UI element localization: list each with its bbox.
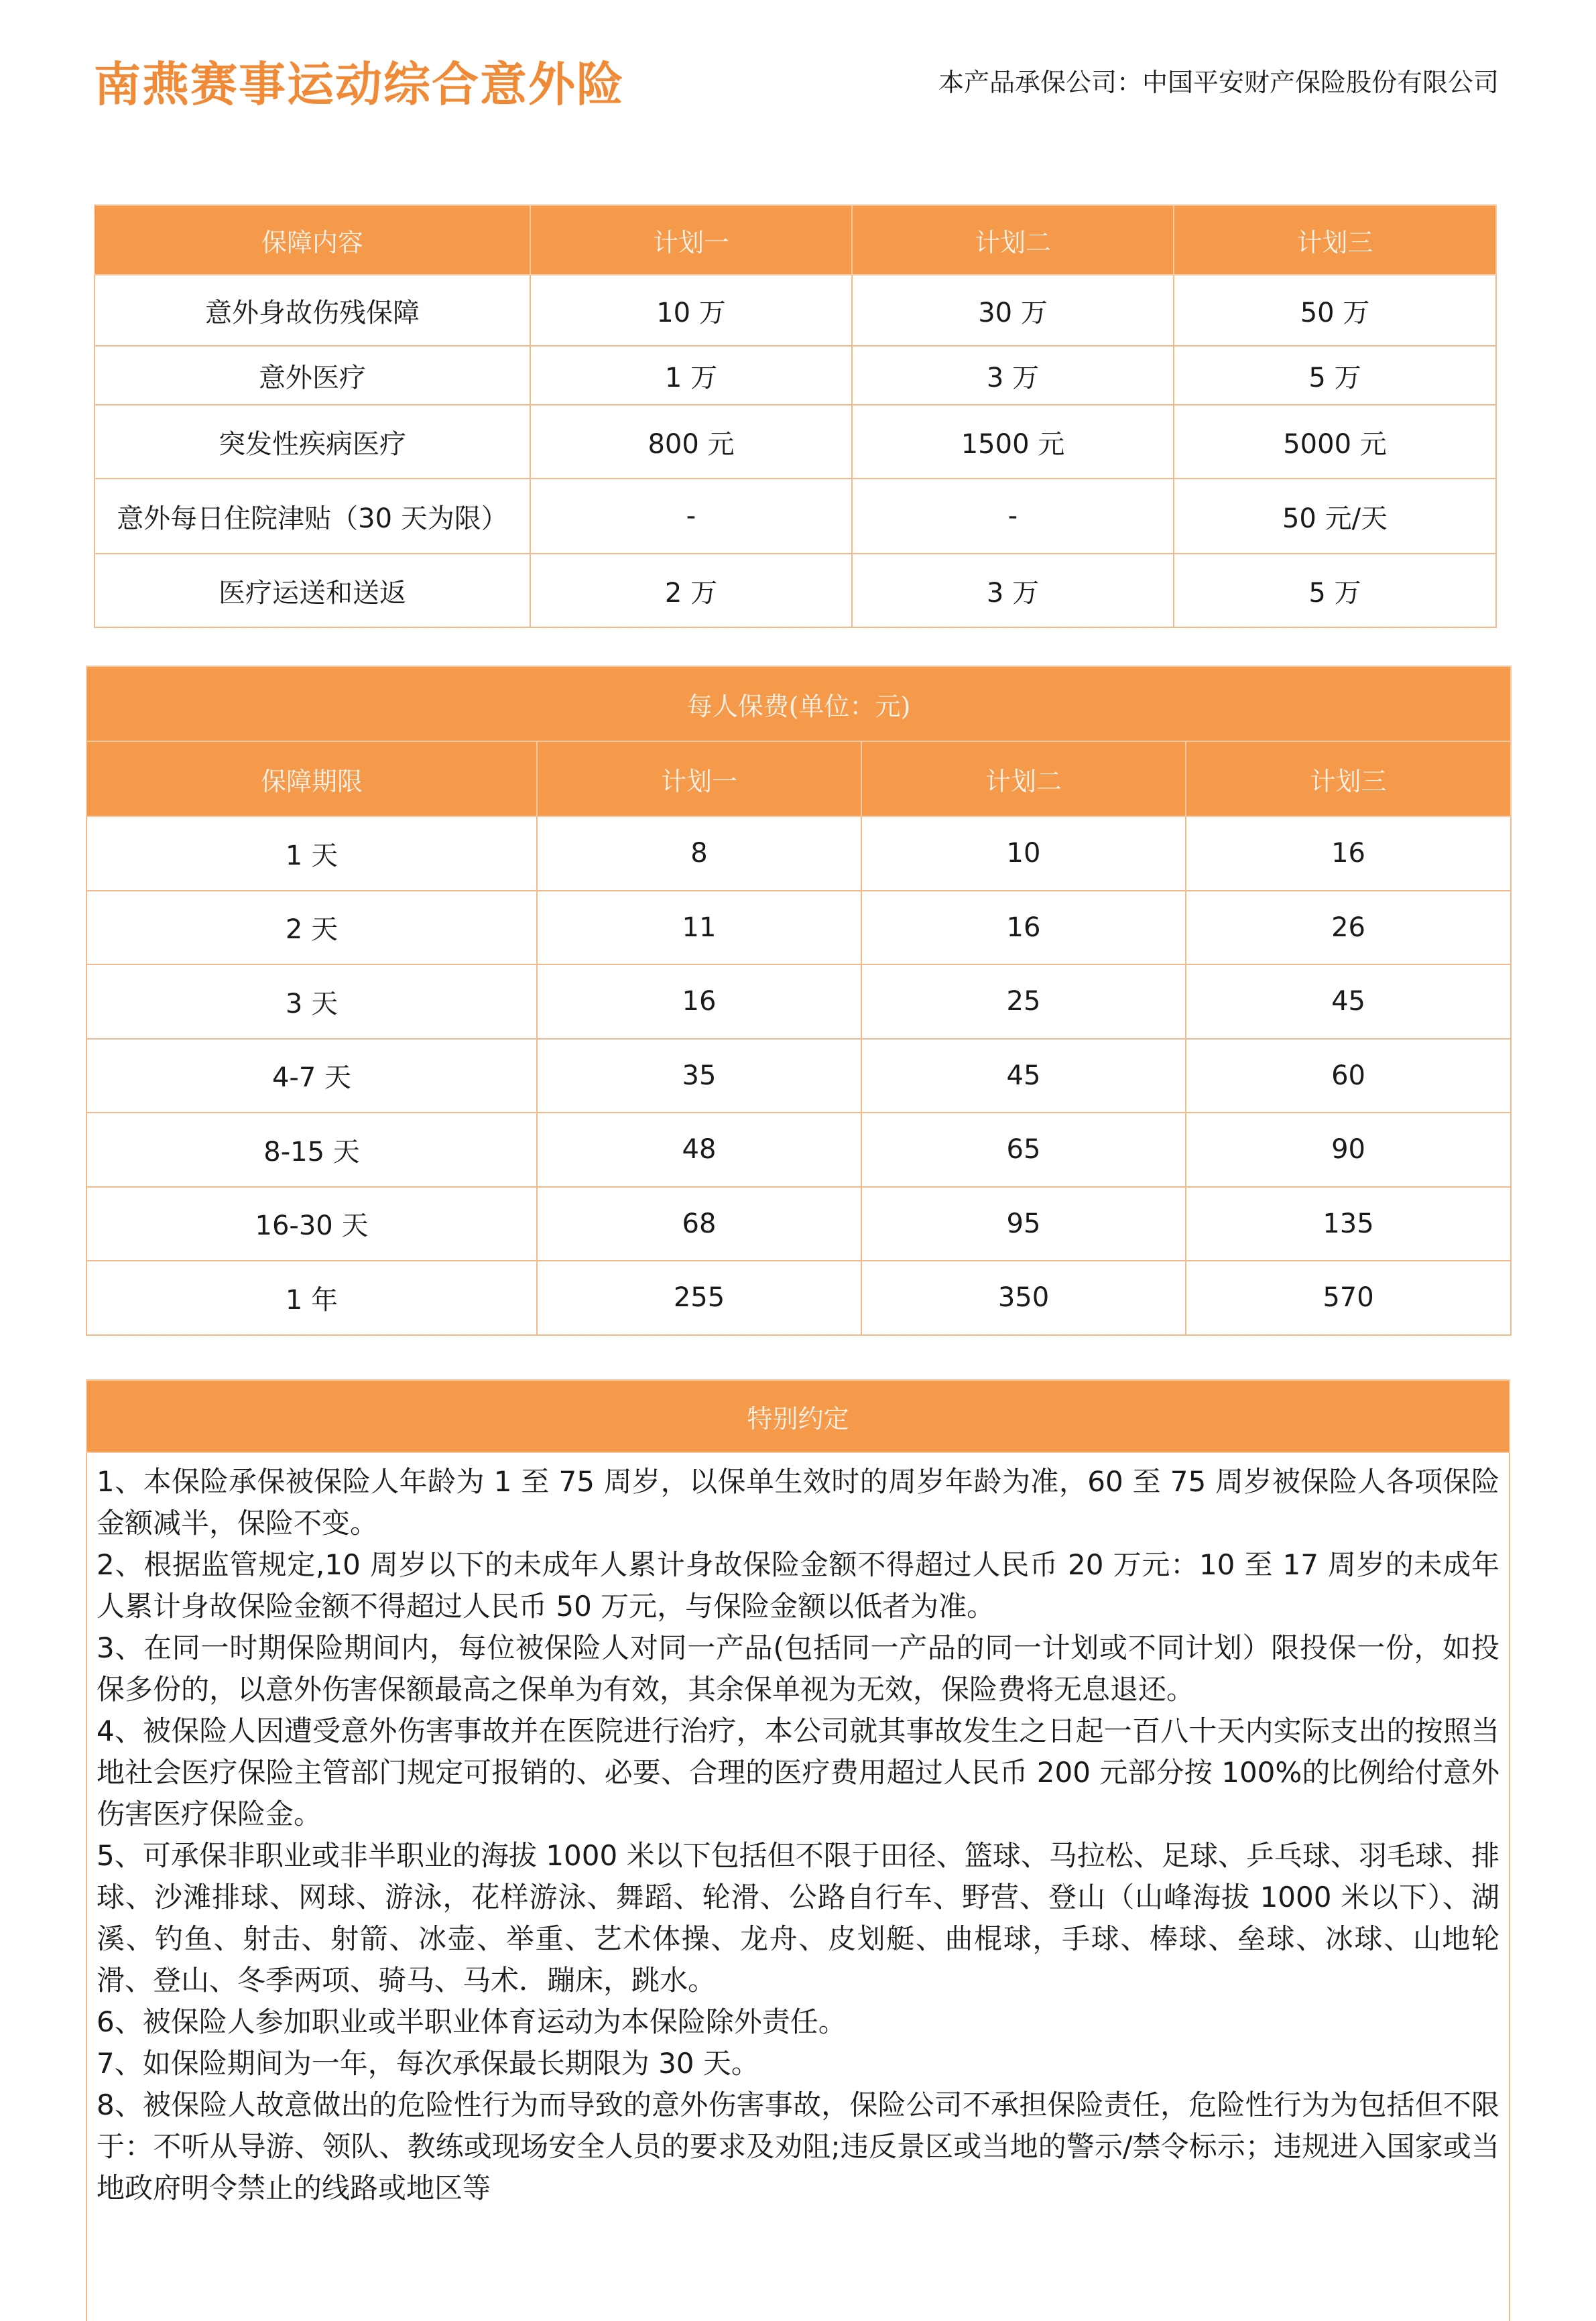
coverage-table — [94, 204, 1497, 628]
table-row — [95, 275, 1496, 346]
table-row — [95, 479, 1496, 554]
special-term-item: 8、被保险人故意做出的危险性行为而导致的意外伤害事故，保险公司不承担保险责任，危险性行为为包括但不限于：不听从导游、领队、教练或现场安全人员的要求及劝阻;违反景区或当地的警示/禁令标示；违规进入国家或当地政府明令禁止的线路或地区等 — [97, 2088, 1499, 2204]
special-term-item: 6、被保险人参加职业或半职业体育运动为本保险除外责任。 — [97, 2005, 847, 2038]
table-cell: 30 万 — [852, 275, 1174, 346]
special-term-item: 7、如保险期间为一年，每次承保最长期限为 30 天。 — [97, 2047, 759, 2080]
special-term-item: 4、被保险人因遭受意外伤害事故并在医院进行治疗，本公司就其事故发生之日起一百八十天内实际支出的按照当地社会医疗保险主管部门规定可报销的、必要、合理的医疗费用超过人民币 200 元部分按 100%的比例给付意外伤害医疗保险金。 — [97, 1714, 1499, 1830]
table-cell: 95 — [861, 1187, 1186, 1261]
page-title: 南燕赛事运动综合意外险 — [94, 57, 625, 112]
table-cell: 8 — [537, 816, 861, 891]
premium-table — [86, 666, 1512, 1336]
table-row — [86, 964, 1511, 1039]
table-cell: 8-15 天 — [86, 1113, 537, 1187]
table-cell: 4-7 天 — [86, 1039, 537, 1113]
table-cell: - — [852, 479, 1174, 554]
table-cell: 50 元/天 — [1174, 479, 1496, 554]
special-terms-section — [86, 1379, 1510, 2321]
special-terms-title: 特别约定 — [86, 1379, 1510, 1453]
table-cell: 3 万 — [852, 554, 1174, 627]
special-term-item: 1、本保险承保被保险人年龄为 1 至 75 周岁，以保单生效时的周岁年龄为准，60 至 75 周岁被保险人各项保险金额减半，保险不变。 — [97, 1465, 1499, 1540]
table-row — [95, 405, 1496, 479]
table-row — [86, 891, 1511, 965]
page-header — [0, 0, 1596, 168]
table-row — [86, 1261, 1511, 1335]
table-row — [86, 1187, 1511, 1261]
table-cell: 10 — [861, 816, 1186, 891]
column-header: 计划一 — [530, 205, 852, 275]
column-header: 计划二 — [852, 205, 1174, 275]
table-cell: - — [530, 479, 852, 554]
table-cell: 1500 元 — [852, 405, 1174, 479]
table-cell: 48 — [537, 1113, 861, 1187]
table-cell: 16 — [861, 891, 1186, 965]
table-cell: 3 天 — [86, 964, 537, 1039]
table-cell: 45 — [1186, 964, 1511, 1039]
table-cell: 16-30 天 — [86, 1187, 537, 1261]
table-cell: 16 — [537, 964, 861, 1039]
table-cell: 突发性疾病医疗 — [95, 405, 530, 479]
table-cell: 255 — [537, 1261, 861, 1335]
table-cell: 68 — [537, 1187, 861, 1261]
table-cell: 11 — [537, 891, 861, 965]
table-cell: 16 — [1186, 816, 1511, 891]
special-term-item: 5、可承保非职业或非半职业的海拔 1000 米以下包括但不限于田径、篮球、马拉松、足球、乒乓球、羽毛球、排球、沙滩排球、网球、游泳，花样游泳、舞蹈、轮滑、公路自行车、野营、登山（山峰海拔 1000 米以下）、湖溪、钓鱼、射击、射箭、冰壶、举重、艺术体操、龙舟、皮划艇、曲棍球，手球、棒球、垒球、冰球、山地轮滑、登山、冬季两项、骑马、马术．蹦床，跳水。 — [97, 1839, 1499, 1997]
table-cell: 26 — [1186, 891, 1511, 965]
table-caption-row — [86, 666, 1511, 741]
column-header: 计划三 — [1186, 741, 1511, 816]
table-cell: 3 万 — [852, 346, 1174, 405]
special-term-item: 2、根据监管规定,10 周岁以下的未成年人累计身故保险金额不得超过人民币 20 万元：10 至 17 周岁的未成年人累计身故保险金额不得超过人民币 50 万元，与保险金额以低者为准。 — [97, 1548, 1499, 1623]
table-cell: 医疗运送和送返 — [95, 554, 530, 627]
table-cell: 570 — [1186, 1261, 1511, 1335]
table-row — [86, 1113, 1511, 1187]
special-terms-body — [86, 1453, 1510, 2321]
table-cell: 45 — [861, 1039, 1186, 1113]
table-cell: 1 万 — [530, 346, 852, 405]
table-header-row — [95, 205, 1496, 275]
insurer-statement: 本产品承保公司：中国平安财产保险股份有限公司 — [938, 68, 1499, 97]
table-header-row — [86, 741, 1511, 816]
table-cell: 350 — [861, 1261, 1186, 1335]
table-cell: 1 年 — [86, 1261, 537, 1335]
column-header: 保障期限 — [86, 741, 537, 816]
table-row — [95, 346, 1496, 405]
table-cell: 60 — [1186, 1039, 1511, 1113]
table-cell: 意外身故伤残保障 — [95, 275, 530, 346]
column-header: 计划一 — [537, 741, 861, 816]
table-cell: 10 万 — [530, 275, 852, 346]
table-cell: 意外医疗 — [95, 346, 530, 405]
table-cell: 50 万 — [1174, 275, 1496, 346]
table-cell: 意外每日住院津贴（30 天为限） — [95, 479, 530, 554]
table-cell: 1 天 — [86, 816, 537, 891]
table-cell: 2 天 — [86, 891, 537, 965]
table-cell: 5000 元 — [1174, 405, 1496, 479]
special-term-item: 3、在同一时期保险期间内，每位被保险人对同一产品(包括同一产品的同一计划或不同计划）限投保一份，如投保多份的，以意外伤害保额最高之保单为有效，其余保单视为无效，保险费将无息退还。 — [97, 1631, 1499, 1706]
table-cell: 5 万 — [1174, 346, 1496, 405]
table-row — [95, 554, 1496, 627]
table-row — [86, 816, 1511, 891]
table-cell: 35 — [537, 1039, 861, 1113]
table-row — [86, 1039, 1511, 1113]
premium-table-caption: 每人保费(单位：元) — [86, 666, 1511, 741]
column-header: 计划三 — [1174, 205, 1496, 275]
table-cell: 5 万 — [1174, 554, 1496, 627]
column-header: 保障内容 — [95, 205, 530, 275]
column-header: 计划二 — [861, 741, 1186, 816]
table-cell: 800 元 — [530, 405, 852, 479]
table-cell: 135 — [1186, 1187, 1511, 1261]
table-cell: 65 — [861, 1113, 1186, 1187]
table-cell: 2 万 — [530, 554, 852, 627]
table-cell: 90 — [1186, 1113, 1511, 1187]
table-cell: 25 — [861, 964, 1186, 1039]
